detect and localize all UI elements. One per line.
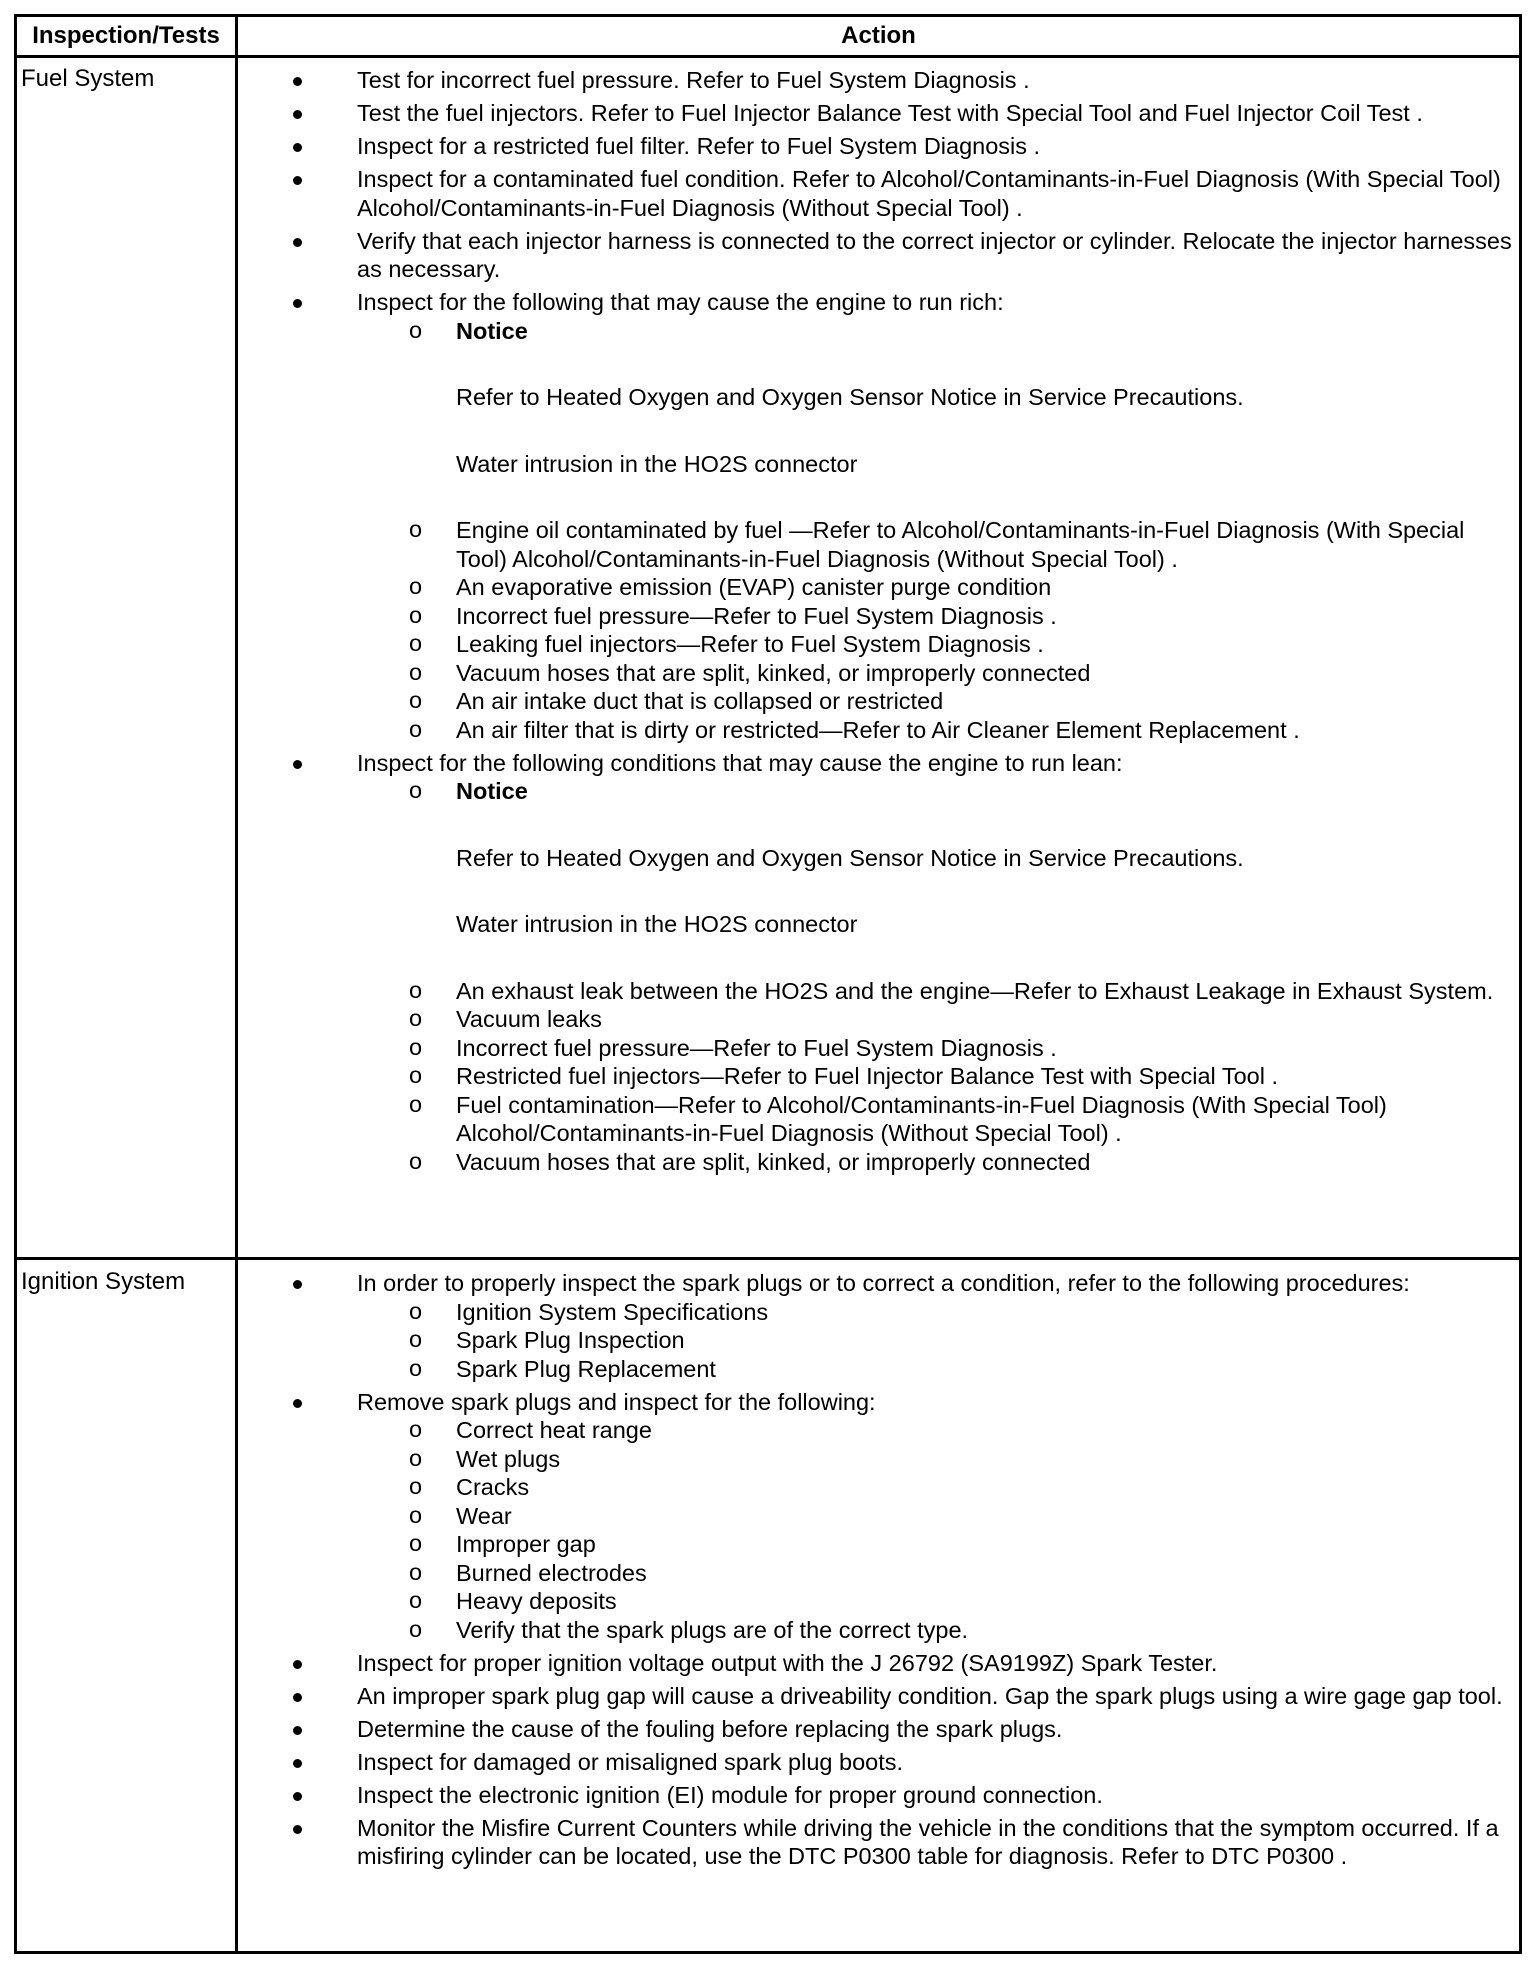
list-item xyxy=(237,227,1515,284)
sub-item-text: Verify that the spark plugs are of the correct type. xyxy=(456,1616,969,1643)
category-ignition-system: Ignition System xyxy=(21,1268,186,1295)
sub-item-text: Cracks xyxy=(456,1474,530,1500)
inspection-table xyxy=(14,14,1522,1954)
circle-bullet-icon: o xyxy=(409,573,423,599)
circle-bullet-icon: o xyxy=(409,1558,423,1585)
bullet-icon xyxy=(293,1660,302,1669)
sub-list xyxy=(357,1416,1515,1644)
notice-text: Refer to Heated Oxygen and Oxygen Sensor Notice in Service Precautions. xyxy=(456,844,1244,871)
circle-bullet-icon: o xyxy=(409,1147,423,1174)
bullet-icon xyxy=(293,1759,302,1768)
fuel-system-actions xyxy=(237,66,1515,1181)
sub-item-text: Wear xyxy=(456,1502,512,1529)
list-item xyxy=(237,66,1515,95)
bullet-icon xyxy=(293,1693,302,1702)
sub-list-item xyxy=(356,1062,1515,1091)
sub-list-item xyxy=(356,1559,1515,1588)
sub-item-text: Incorrect fuel pressure—Refer to Fuel System Diagnosis . xyxy=(456,602,1057,629)
action-list xyxy=(237,66,1515,1176)
sub-list-item xyxy=(356,1502,1515,1531)
item-text: Inspect for the following conditions that may cause the engine to run lean: xyxy=(357,749,1123,776)
sub-list-item xyxy=(356,1298,1515,1327)
sub-item-text: Vacuum leaks xyxy=(456,1006,602,1032)
bullet-icon xyxy=(293,110,302,119)
sub-item-text: Incorrect fuel pressure—Refer to Fuel System Diagnosis . xyxy=(456,1034,1057,1061)
notice-item xyxy=(356,777,1515,939)
item-text: Inspect for a restricted fuel filter. Refer to Fuel System Diagnosis . xyxy=(357,133,1041,159)
sub-list-item xyxy=(356,573,1515,602)
header-action: Action xyxy=(841,22,916,49)
action-list xyxy=(237,1269,1515,1871)
sub-list-item xyxy=(356,516,1515,573)
sub-list-item xyxy=(356,716,1515,745)
circle-bullet-icon: o xyxy=(409,1444,423,1471)
item-text: Inspect for the following that may cause the engine to run rich: xyxy=(357,289,1004,315)
sub-list xyxy=(357,1298,1515,1384)
item-text: Test the fuel injectors. Refer to Fuel Injector Balance Test with Special Tool and Fuel Injector Coil Test . xyxy=(357,100,1423,126)
circle-bullet-icon: o xyxy=(409,1416,423,1442)
sub-item-text: Spark Plug Inspection xyxy=(456,1327,685,1353)
circle-bullet-icon: o xyxy=(409,1005,423,1031)
sub-list-item xyxy=(356,659,1515,688)
sub-item-text: An air intake duct that is collapsed or restricted xyxy=(456,688,944,714)
item-text: Test for incorrect fuel pressure. Refer to Fuel System Diagnosis . xyxy=(357,67,1030,93)
circle-bullet-icon: o xyxy=(409,316,423,343)
circle-bullet-icon: o xyxy=(409,777,423,803)
sub-list-item xyxy=(356,1616,1515,1645)
category-fuel-system: Fuel System xyxy=(21,65,155,92)
circle-bullet-icon: o xyxy=(409,630,423,656)
sub-item-text: Engine oil contaminated by fuel —Refer to Alcohol/Contaminants-in-Fuel Diagnosis (With Special Tool) Alcohol/Contaminants-in-Fuel Diagnosis (Without Special Tool) . xyxy=(456,517,1465,572)
bullet-icon xyxy=(293,143,302,152)
sub-list-item xyxy=(356,1148,1515,1177)
list-item xyxy=(237,1781,1515,1810)
bullet-icon xyxy=(293,1726,302,1735)
circle-bullet-icon: o xyxy=(409,1530,423,1556)
sub-list-item xyxy=(356,1326,1515,1355)
bullet-icon xyxy=(293,77,302,86)
notice-item xyxy=(356,317,1515,479)
sub-item-text: An air filter that is dirty or restricted—Refer to Air Cleaner Element Replacement . xyxy=(456,716,1300,743)
item-text: Inspect for proper ignition voltage output with the J 26792 (SA9199Z) Spark Tester. xyxy=(357,1649,1218,1676)
sub-list-item xyxy=(356,630,1515,659)
circle-bullet-icon: o xyxy=(409,976,423,1003)
list-item xyxy=(237,1748,1515,1777)
list-item xyxy=(237,1814,1515,1871)
circle-bullet-icon: o xyxy=(409,1297,423,1324)
sub-item-text: Correct heat range xyxy=(456,1417,652,1443)
circle-bullet-icon: o xyxy=(409,1587,423,1613)
list-item xyxy=(237,1269,1515,1383)
sub-list-item xyxy=(356,1530,1515,1559)
sub-list-item xyxy=(356,1355,1515,1384)
sub-item-text: Leaking fuel injectors—Refer to Fuel System Diagnosis . xyxy=(456,631,1044,657)
sub-list-item xyxy=(356,977,1515,1006)
circle-bullet-icon: o xyxy=(409,516,423,542)
bullet-icon xyxy=(293,1792,302,1801)
item-text: Inspect the electronic ignition (EI) module for proper ground connection. xyxy=(357,1781,1103,1808)
circle-bullet-icon: o xyxy=(409,1033,423,1060)
list-item xyxy=(237,1682,1515,1711)
sub-list-item xyxy=(356,1473,1515,1502)
item-text: Verify that each injector harness is connected to the correct injector or cylinder. Relocate the injector harnesses as necessary. xyxy=(357,227,1512,282)
circle-bullet-icon: o xyxy=(409,1473,423,1499)
list-item xyxy=(237,1715,1515,1744)
circle-bullet-icon: o xyxy=(409,1326,423,1352)
sub-item-text: Vacuum hoses that are split, kinked, or improperly connected xyxy=(456,1148,1091,1175)
bullet-icon xyxy=(293,176,302,185)
list-item xyxy=(237,132,1515,161)
sub-item-text: Heavy deposits xyxy=(456,1588,617,1614)
ignition-system-actions xyxy=(237,1269,1515,1875)
list-item xyxy=(237,99,1515,128)
item-text: Inspect for a contaminated fuel condition. Refer to Alcohol/Contaminants-in-Fuel Diagnosis (With Special Tool) Alcohol/Contaminants-in-Fuel Diagnosis (Without Special Tool) . xyxy=(357,166,1501,221)
notice-condition: Water intrusion in the HO2S connector xyxy=(456,911,858,937)
sub-list-item xyxy=(356,687,1515,716)
list-item xyxy=(237,749,1515,1177)
circle-bullet-icon: o xyxy=(409,658,423,685)
sub-item-text: Improper gap xyxy=(456,1531,596,1557)
circle-bullet-icon: o xyxy=(409,1354,423,1381)
sub-item-text: Spark Plug Replacement xyxy=(456,1355,716,1382)
sub-list-item xyxy=(356,1091,1515,1148)
sub-list xyxy=(357,777,1515,1176)
sub-item-text: Fuel contamination—Refer to Alcohol/Contaminants-in-Fuel Diagnosis (With Special Tool) Alcohol/Contaminants-in-Fuel Diagnosis (Without Special Tool) . xyxy=(456,1091,1387,1146)
circle-bullet-icon: o xyxy=(409,1090,423,1117)
list-item xyxy=(237,1649,1515,1678)
sub-item-text: Vacuum hoses that are split, kinked, or improperly connected xyxy=(456,659,1091,686)
sub-item-text: An evaporative emission (EVAP) canister purge condition xyxy=(456,574,1052,600)
item-text: Determine the cause of the fouling before replacing the spark plugs. xyxy=(357,1715,1063,1742)
header-inspection-tests: Inspection/Tests xyxy=(32,22,220,49)
sub-list-item xyxy=(356,1587,1515,1616)
circle-bullet-icon: o xyxy=(409,601,423,628)
bullet-icon xyxy=(293,1825,302,1834)
sub-list-item xyxy=(356,1445,1515,1474)
sub-item-text: Ignition System Specifications xyxy=(456,1298,769,1325)
notice-title: Notice xyxy=(456,317,528,344)
circle-bullet-icon: o xyxy=(409,1615,423,1642)
circle-bullet-icon: o xyxy=(409,1501,423,1528)
item-text: An improper spark plug gap will cause a driveability condition. Gap the spark plugs using a wire gage gap tool. xyxy=(357,1682,1503,1709)
header-divider xyxy=(17,55,1519,58)
sub-item-text: Restricted fuel injectors—Refer to Fuel Injector Balance Test with Special Tool . xyxy=(456,1063,1279,1089)
item-text: Monitor the Misfire Current Counters while driving the vehicle in the conditions that the symptom occurred. If a misfiring cylinder can be located, use the DTC P0300 table for diagnosis. Refer to DTC P0300 . xyxy=(357,1814,1499,1869)
bullet-icon xyxy=(293,299,302,308)
sub-list-item xyxy=(356,1034,1515,1063)
circle-bullet-icon: o xyxy=(409,687,423,713)
circle-bullet-icon: o xyxy=(409,1062,423,1088)
list-item xyxy=(237,1388,1515,1645)
bullet-icon xyxy=(293,1399,302,1408)
sub-list-item xyxy=(356,1005,1515,1034)
item-text: Inspect for damaged or misaligned spark plug boots. xyxy=(357,1748,904,1775)
bullet-icon xyxy=(293,1280,302,1289)
sub-list-item xyxy=(356,602,1515,631)
list-item xyxy=(237,288,1515,744)
notice-title: Notice xyxy=(456,778,528,804)
item-text: Remove spark plugs and inspect for the following: xyxy=(357,1388,876,1415)
sub-item-text: Burned electrodes xyxy=(456,1559,647,1586)
row-divider xyxy=(17,1257,1519,1260)
sub-list xyxy=(357,317,1515,745)
item-text: In order to properly inspect the spark plugs or to correct a condition, refer to the following procedures: xyxy=(357,1270,1410,1296)
sub-item-text: An exhaust leak between the HO2S and the engine—Refer to Exhaust Leakage in Exhaust System. xyxy=(456,977,1494,1004)
sub-list-item xyxy=(356,1416,1515,1445)
bullet-icon xyxy=(293,238,302,247)
notice-text: Refer to Heated Oxygen and Oxygen Sensor Notice in Service Precautions. xyxy=(456,384,1244,410)
bullet-icon xyxy=(293,760,302,769)
sub-item-text: Wet plugs xyxy=(456,1445,561,1472)
circle-bullet-icon: o xyxy=(409,715,423,742)
list-item xyxy=(237,165,1515,222)
notice-condition: Water intrusion in the HO2S connector xyxy=(456,450,858,477)
